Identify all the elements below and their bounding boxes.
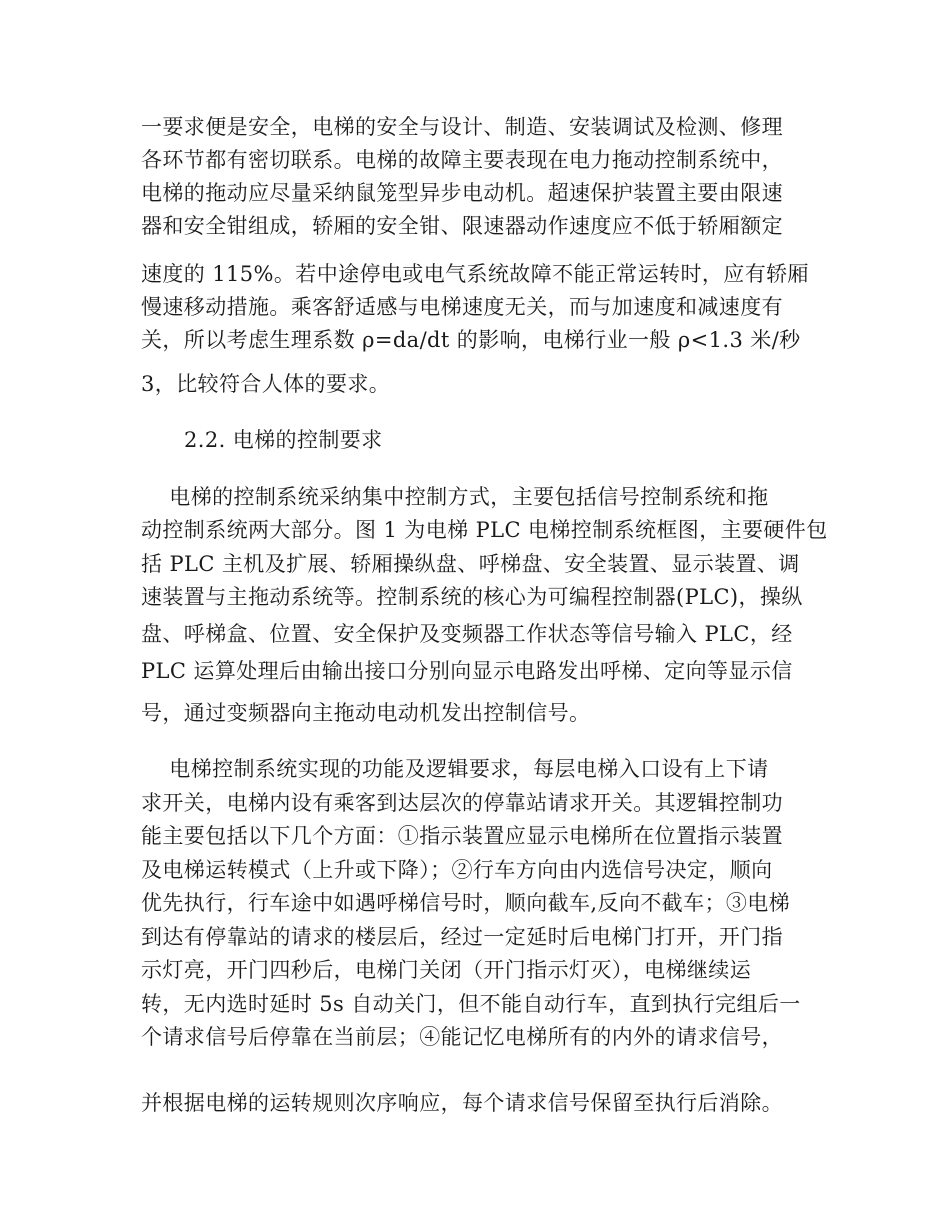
text-line: 慢速移动措施。乘客舒适感与电梯速度无关，而与加速度和减速度有	[141, 295, 783, 319]
text-line: 电梯控制系统实现的功能及逻辑要求，每层电梯入口设有上下请	[141, 757, 769, 781]
text-line: 各环节都有密切联系。电梯的故障主要表现在电力拖动控制系统中，	[141, 148, 783, 172]
text-line: 示灯亮，开门四秒后，电梯门关闭（开门指示灯灭），电梯继续运	[141, 958, 752, 982]
text-line: 转，无内选时延时 5s 自动关门，但不能自动行车，直到执行完组后一	[141, 992, 801, 1016]
text-line: PLC 运算处理后由输出接口分别向显示电路发出呼梯、定向等显示信	[141, 659, 793, 683]
text-line: 能主要包括以下几个方面：①指示装置应显示电梯所在位置指示装置	[141, 824, 783, 848]
text-line: 优先执行，行车途中如遇呼梯信号时，顺向截车,反向不截车；③电梯	[141, 891, 791, 915]
text-line: 求开关，电梯内设有乘客到达层次的停靠站请求开关。其逻辑控制功	[141, 791, 783, 815]
text-line: 电梯的拖动应尽量采纳鼠笼型异步电动机。超速保护装置主要由限速	[141, 181, 783, 205]
text-line: 一要求便是安全，电梯的安全与设计、制造、安装调试及检测、修理	[141, 115, 783, 139]
text-line: 电梯的控制系统采纳集中控制方式，主要包括信号控制系统和拖	[141, 485, 769, 509]
text-line: 个请求信号后停靠在当前层；④能记忆电梯所有的内外的请求信号，	[141, 1025, 783, 1049]
text-line: 速装置与主拖动系统等。控制系统的核心为可编程控制器(PLC)，操纵	[141, 585, 803, 609]
section-heading: 2.2. 电梯的控制要求	[184, 428, 383, 452]
text-line: 并根据电梯的运转规则次序响应，每个请求信号保留至执行后消除。	[141, 1091, 783, 1115]
text-line: 到达有停靠站的请求的楼层后，经过一定延时后电梯门打开，开门指	[141, 925, 783, 949]
text-line: 及电梯运转模式（上升或下降）；②行车方向由内选信号决定，顺向	[141, 858, 773, 882]
text-line: 3，比较符合人体的要求。	[141, 372, 391, 396]
text-line: 速度的 115%。若中途停电或电气系统故障不能正常运转时，应有轿厢	[141, 262, 809, 286]
text-line: 动控制系统两大部分。图 1 为电梯 PLC 电梯控制系统框图，主要硬件包	[141, 518, 828, 542]
text-line: 关，所以考虑生理系数 ρ=da/dt 的影响，电梯行业一般 ρ<1.3 米/秒	[141, 328, 801, 352]
text-line: 括 PLC 主机及扩展、轿厢操纵盘、呼梯盘、安全装置、显示装置、调	[141, 552, 800, 576]
text-line: 号，通过变频器向主拖动电动机发出控制信号。	[141, 701, 591, 725]
text-line: 盘、呼梯盒、位置、安全保护及变频器工作状态等信号输入 PLC，经	[141, 622, 793, 646]
text-line: 器和安全钳组成，轿厢的安全钳、限速器动作速度应不低于轿厢额定	[141, 214, 783, 238]
